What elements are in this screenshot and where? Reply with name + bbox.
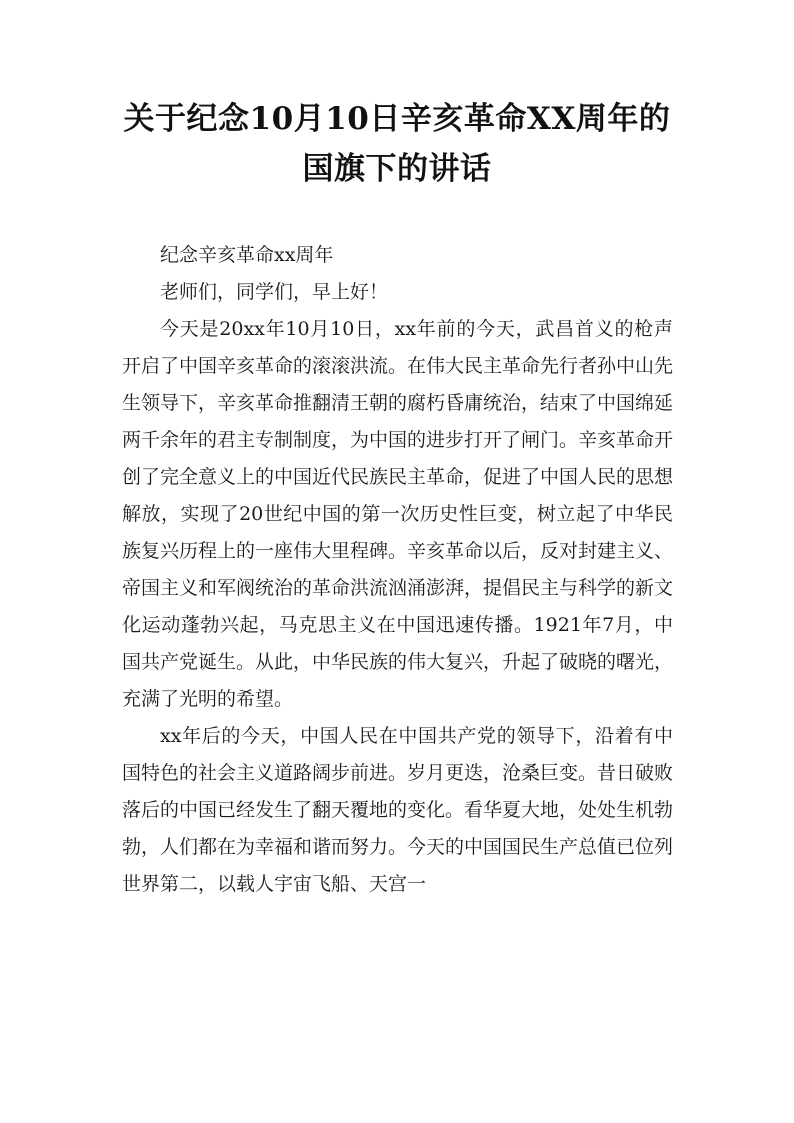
body-paragraph-1: 今天是20xx年10月10日，xx年前的今天，武昌首义的枪声开启了中国辛亥革命的滚滚洪流。在伟大民主革命先行者孙中山先生领导下，辛亥革命推翻清王朝的腐朽昏庸统治，结束了中国绵延两千余年的君主专制制度，为中国的进步打开了闸门。辛亥革命开创了完全意义上的中国近代民族民主革命，促进了中国人民的思想解放，实现了20世纪中国的第一次历史性巨变，树立起了中华民族复兴历程上的一座伟大里程碑。辛亥革命以后，反对封建主义、帝国主义和军阀统治的革命洪流汹涌澎湃，提倡民主与科学的新文化运动蓬勃兴起，马克思主义在中国迅速传播。1921年7月，中国共产党诞生。从此，中华民族的伟大复兴，升起了破晓的曙光，充满了光明的希望。 <box>122 318 674 710</box>
title-line-1: 关于纪念10月10日辛亥革命XX周年的 <box>123 101 671 137</box>
greeting-paragraph: 老师们，同学们，早上好！ <box>160 281 389 303</box>
title-line-2: 国旗下的讲话 <box>302 151 492 187</box>
document-title <box>100 94 694 194</box>
body-paragraph-2: xx年后的今天，中国人民在中国共产党的领导下，沿着有中国特色的社会主义道路阔步前进。岁月更迭，沧桑巨变。昔日破败落后的中国已经发生了翻天覆地的变化。看华夏大地，处处生机勃勃，人们都在为幸福和谐而努力。今天的中国国民生产总值已位列世界第二，以载人宇宙飞船、天宫一 <box>122 725 674 895</box>
subtitle-paragraph: 纪念辛亥革命xx周年 <box>160 244 334 266</box>
document-body <box>122 237 673 903</box>
